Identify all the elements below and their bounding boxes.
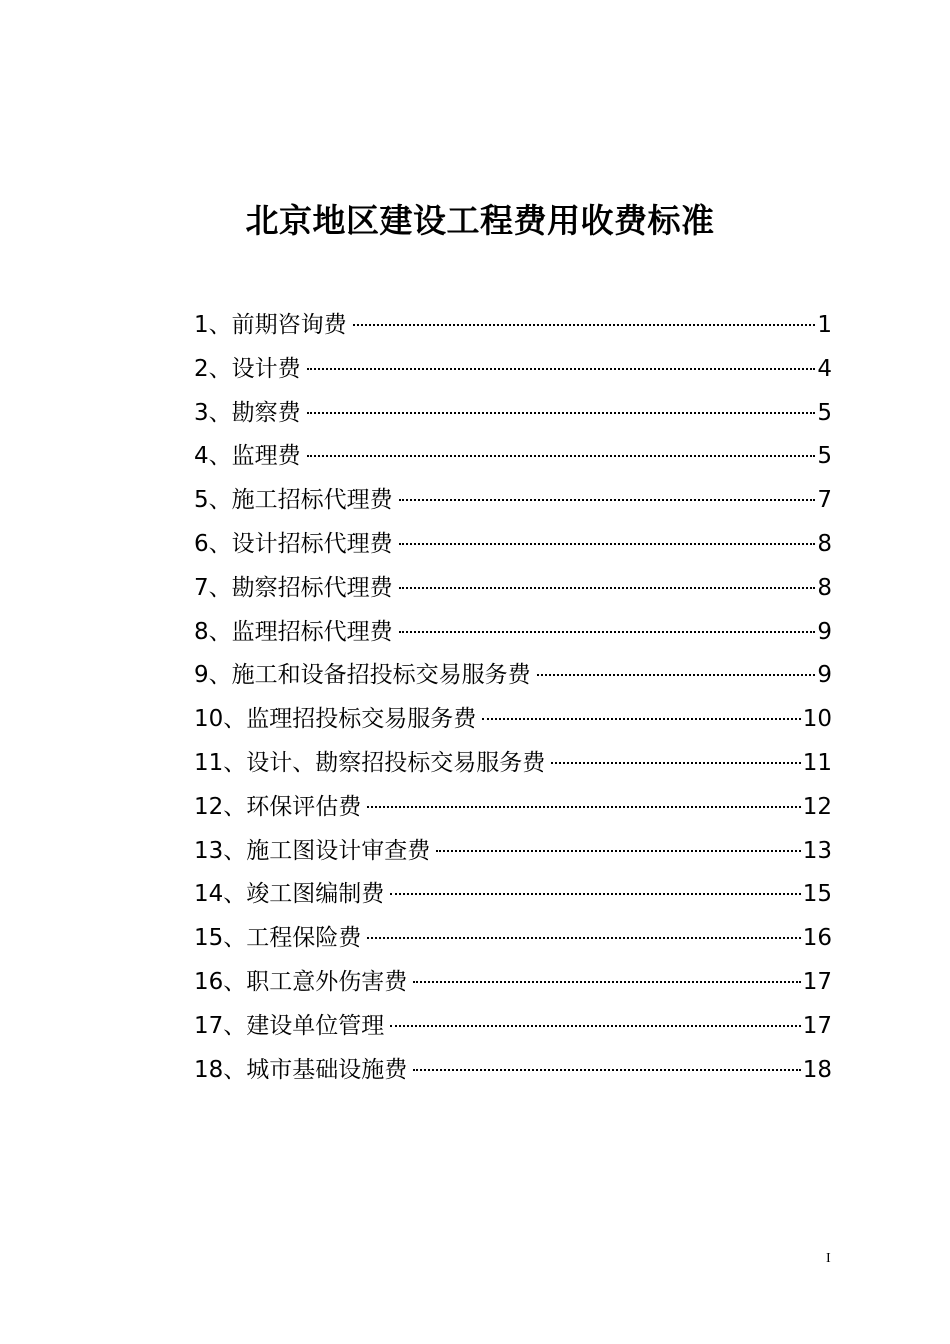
table-of-contents xyxy=(194,304,832,1092)
dot-leader xyxy=(436,850,800,852)
toc-entry-number: 12、 xyxy=(194,793,247,820)
dot-leader xyxy=(413,1069,800,1071)
toc-entry-title: 勘察费 xyxy=(231,399,301,426)
toc-entry[interactable] xyxy=(194,567,832,611)
dot-leader xyxy=(390,1025,800,1027)
toc-entry-title: 设计、勘察招投标交易服务费 xyxy=(246,749,546,776)
toc-entry-title: 竣工图编制费 xyxy=(246,881,385,908)
toc-entry-page: 15 xyxy=(802,881,832,908)
toc-entry-page: 11 xyxy=(802,749,832,776)
dot-leader xyxy=(399,631,816,633)
document-title: 北京地区建设工程费用收费标准 xyxy=(245,201,715,240)
toc-entry-number: 14、 xyxy=(194,881,247,908)
dot-leader xyxy=(367,806,800,808)
toc-entry-page: 12 xyxy=(802,793,832,820)
toc-entry[interactable] xyxy=(194,961,832,1005)
toc-entry-number: 6、 xyxy=(194,530,232,557)
dot-leader xyxy=(390,893,800,895)
toc-entry-number: 7、 xyxy=(194,574,232,601)
toc-entry-number: 8、 xyxy=(194,618,232,645)
dot-leader xyxy=(399,543,816,545)
toc-entry-number: 4、 xyxy=(194,443,232,470)
toc-entry[interactable] xyxy=(194,304,832,348)
toc-entry-title: 环保评估费 xyxy=(246,793,362,820)
toc-entry[interactable] xyxy=(194,523,832,567)
toc-entry[interactable] xyxy=(194,742,832,786)
toc-entry-page: 1 xyxy=(817,312,832,338)
toc-entry-title: 工程保险费 xyxy=(246,925,362,952)
toc-entry-title: 前期咨询费 xyxy=(231,312,347,338)
toc-entry-page: 13 xyxy=(802,837,832,864)
toc-entry-title: 施工图设计审查费 xyxy=(246,837,431,864)
toc-entry-title: 监理招标代理费 xyxy=(231,618,393,645)
toc-entry-title: 施工和设备招投标交易服务费 xyxy=(231,662,531,689)
toc-entry-page: 7 xyxy=(817,487,832,514)
toc-entry[interactable] xyxy=(194,873,832,917)
toc-entry-page: 5 xyxy=(817,399,832,426)
toc-entry-page: 5 xyxy=(817,443,832,470)
dot-leader xyxy=(353,324,816,326)
dot-leader xyxy=(307,412,816,414)
toc-entry[interactable] xyxy=(194,698,832,742)
toc-entry[interactable] xyxy=(194,830,832,874)
toc-entry-number: 10、 xyxy=(194,706,247,733)
toc-entry-page: 10 xyxy=(802,706,832,733)
dot-leader xyxy=(307,368,816,370)
toc-entry-number: 9、 xyxy=(194,662,232,689)
toc-entry-page: 8 xyxy=(817,574,832,601)
toc-entry-title: 勘察招标代理费 xyxy=(231,574,393,601)
toc-entry-page: 9 xyxy=(817,618,832,645)
dot-leader xyxy=(307,455,816,457)
dot-leader xyxy=(399,499,816,501)
toc-entry-number: 11、 xyxy=(194,749,247,776)
dot-leader xyxy=(482,718,800,720)
toc-entry-page: 16 xyxy=(802,925,832,952)
toc-entry-title: 建设单位管理 xyxy=(246,1012,385,1039)
toc-entry-number: 15、 xyxy=(194,925,247,952)
toc-entry-title: 职工意外伤害费 xyxy=(246,968,408,995)
toc-entry-page: 18 xyxy=(802,1056,832,1083)
toc-entry-title: 城市基础设施费 xyxy=(246,1056,408,1083)
toc-entry-page: 8 xyxy=(817,530,832,557)
toc-entry-number: 18、 xyxy=(194,1056,247,1083)
toc-entry[interactable] xyxy=(194,917,832,961)
toc-entry-page: 4 xyxy=(817,355,832,382)
toc-entry[interactable] xyxy=(194,654,832,698)
toc-entry-title: 监理费 xyxy=(231,443,301,470)
toc-entry[interactable] xyxy=(194,392,832,436)
toc-entry[interactable] xyxy=(194,1049,832,1093)
toc-entry-number: 16、 xyxy=(194,968,247,995)
toc-entry[interactable] xyxy=(194,479,832,523)
toc-entry-number: 2、 xyxy=(194,355,232,382)
dot-leader xyxy=(551,762,800,764)
toc-entry-title: 设计费 xyxy=(231,355,301,382)
toc-entry[interactable] xyxy=(194,1005,832,1049)
dot-leader xyxy=(413,981,800,983)
dot-leader xyxy=(367,937,800,939)
toc-entry[interactable] xyxy=(194,348,832,392)
toc-entry-title: 施工招标代理费 xyxy=(231,487,393,514)
toc-entry-number: 3、 xyxy=(194,399,232,426)
toc-entry[interactable] xyxy=(194,611,832,655)
page-number: I xyxy=(826,1251,831,1266)
toc-entry[interactable] xyxy=(194,786,832,830)
toc-entry-title: 监理招投标交易服务费 xyxy=(246,706,477,733)
toc-entry-number: 1、 xyxy=(194,312,232,338)
toc-entry-page: 17 xyxy=(802,1012,832,1039)
dot-leader xyxy=(537,674,816,676)
toc-entry-number: 13、 xyxy=(194,837,247,864)
dot-leader xyxy=(399,587,816,589)
toc-entry-page: 9 xyxy=(817,662,832,689)
toc-entry[interactable] xyxy=(194,435,832,479)
toc-entry-page: 17 xyxy=(802,968,832,995)
toc-entry-number: 17、 xyxy=(194,1012,247,1039)
toc-entry-number: 5、 xyxy=(194,487,232,514)
toc-entry-title: 设计招标代理费 xyxy=(231,530,393,557)
